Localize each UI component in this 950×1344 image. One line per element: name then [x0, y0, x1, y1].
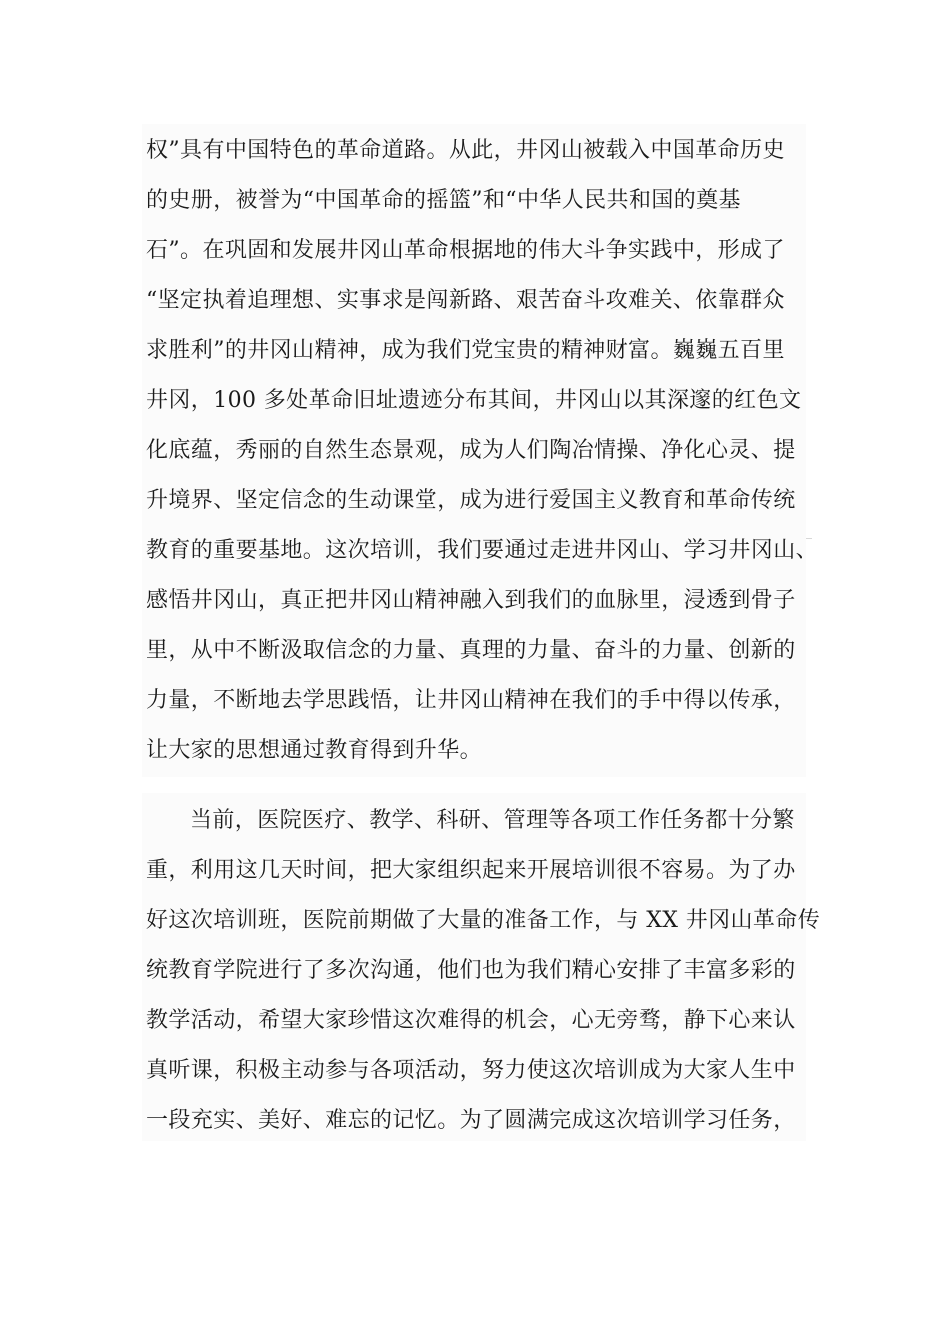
paragraph-line: 里，从中不断汲取信念的力量、真理的力量、奋斗的力量、创新的	[146, 638, 796, 663]
paragraph-line: 力量，不断地去学思践悟，让井冈山精神在我们的手中得以传承，	[146, 688, 796, 713]
paragraph-line: 求胜利”的井冈山精神，成为我们党宝贵的精神财富。巍巍五百里	[146, 338, 785, 363]
paragraph-line: 的史册，被誉为“中国革命的摇篮”和“中华人民共和国的奠基	[146, 188, 741, 213]
paragraph-line: 真听课，积极主动参与各项活动，努力使这次培训成为大家人生中	[146, 1058, 796, 1083]
paragraph-line: 教育的重要基地。这次培训，我们要通过走进井冈山、学习井冈山、	[146, 538, 819, 563]
paragraph-line: 教学活动，希望大家珍惜这次难得的机会，心无旁骛，静下心来认	[146, 1008, 796, 1033]
paragraph-line: 重，利用这几天时间，把大家组织起来开展培训很不容易。为了办	[146, 858, 796, 883]
paragraph-line: 井冈，100 多处革命旧址遗迹分布其间，井冈山以其深邃的红色文	[146, 388, 802, 413]
paragraph-line: 感悟井冈山，真正把井冈山精神融入到我们的血脉里，浸透到骨子	[146, 588, 796, 613]
paragraph-line: 石”。在巩固和发展井冈山革命根据地的伟大斗争实践中，形成了	[146, 238, 785, 263]
paragraph-line: 升境界、坚定信念的生动课堂，成为进行爱国主义教育和革命传统	[146, 488, 796, 513]
paragraph-line: 一段充实、美好、难忘的记忆。为了圆满完成这次培训学习任务，	[146, 1108, 796, 1133]
paragraph-line: 化底蕴，秀丽的自然生态景观，成为人们陶冶情操、净化心灵、提	[146, 438, 796, 463]
paragraph-line: “坚定执着追理想、实事求是闯新路、艰苦奋斗攻难关、依靠群众	[146, 288, 785, 313]
paragraph-1	[142, 124, 819, 777]
page-edge-mark	[806, 538, 812, 553]
paragraph-line: 让大家的思想通过教育得到升华。	[146, 738, 483, 763]
paragraph-line: 好这次培训班，医院前期做了大量的准备工作，与 XX 井冈山革命传	[146, 908, 821, 933]
paragraph-line: 统教育学院进行了多次沟通，他们也为我们精心安排了丰富多彩的	[146, 958, 796, 983]
paragraph-2	[142, 793, 821, 1141]
paragraph-line: 权”具有中国特色的革命道路。从此，井冈山被载入中国革命历史	[146, 138, 785, 163]
paragraph-line: 当前，医院医疗、教学、科研、管理等各项工作任务都十分繁	[190, 808, 795, 833]
